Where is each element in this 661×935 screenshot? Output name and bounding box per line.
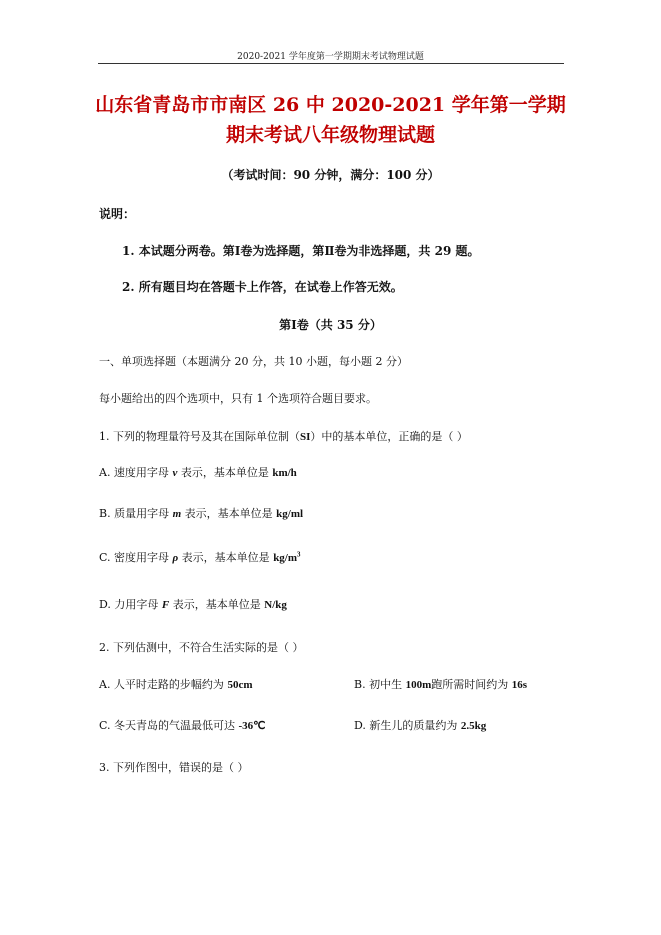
option-unit: N/kg xyxy=(264,599,287,611)
instruction-item: 1. 本试题分两卷。第Ⅰ卷为选择题，第Ⅱ卷为非选择题，共 29 题。 xyxy=(122,244,480,258)
running-header: 2020-2021 学年度第一学期期末考试物理试题 xyxy=(237,52,424,62)
option-unit-exponent: 3 xyxy=(297,550,301,559)
option-value: -36℃ xyxy=(238,720,266,732)
header-divider xyxy=(98,63,564,64)
q1-option-d xyxy=(99,596,287,612)
option-text: 表示，基本单位是 xyxy=(178,551,274,564)
title-line-1: 山东省青岛市市南区 26 中 2020-2021 学年第一学期 xyxy=(95,94,566,116)
instructions-heading: 说明： xyxy=(99,207,136,221)
option-text: C. 密度用字母 xyxy=(99,551,173,564)
q2-option-c xyxy=(99,717,266,733)
option-symbol: m xyxy=(172,508,182,520)
option-symbol: F xyxy=(161,599,170,611)
section-note: 每小题给出的四个选项中，只有 1 个选项符合题目要求。 xyxy=(99,392,377,405)
q2-option-d xyxy=(354,717,486,733)
option-unit: kg/m xyxy=(273,552,298,564)
option-symbol: v xyxy=(172,467,178,479)
option-symbol: ρ xyxy=(172,552,179,564)
option-text: D. 力用字母 xyxy=(99,598,162,611)
option-text: B. 质量用字母 xyxy=(99,507,173,520)
q1-stem-part: ）中的基本单位，正确的是（ ） xyxy=(310,430,468,443)
title-line-2: 期末考试八年级物理试题 xyxy=(225,124,435,146)
option-text: A. 速度用字母 xyxy=(99,466,173,479)
option-value: 2.5kg xyxy=(460,720,487,732)
option-value: 16s xyxy=(511,679,528,691)
question-3-stem: 3. 下列作图中，错误的是（ ） xyxy=(99,761,249,774)
option-value: 100m xyxy=(405,679,432,691)
q1-stem-part: 1. 下列的物理量符号及其在国际单位制（ xyxy=(99,430,300,443)
option-text: D. 新生儿的质量约为 xyxy=(354,719,461,732)
question-1-stem xyxy=(99,428,468,444)
q2-option-b xyxy=(354,676,527,692)
option-value: 50cm xyxy=(227,679,253,691)
option-text: 表示，基本单位是 xyxy=(177,466,273,479)
instruction-item: 2. 所有题目均在答题卡上作答，在试卷上作答无效。 xyxy=(122,280,403,294)
q1-option-c xyxy=(99,549,301,565)
option-unit: km/h xyxy=(272,467,297,479)
question-2-stem: 2. 下列估测中，不符合生活实际的是（ ） xyxy=(99,641,304,654)
part-title: 第Ⅰ卷（共 35 分） xyxy=(279,318,382,332)
option-text: 跑所需时间约为 xyxy=(431,678,512,691)
option-unit: kg/ml xyxy=(276,508,304,520)
option-text: 表示，基本单位是 xyxy=(181,507,277,520)
exam-info: （考试时间：90 分钟，满分：100 分） xyxy=(221,168,440,182)
si-abbrev: SI xyxy=(300,431,311,443)
section-heading: 一、单项选择题（本题满分 20 分，共 10 小题，每小题 2 分） xyxy=(99,355,408,368)
option-text: 表示，基本单位是 xyxy=(169,598,265,611)
q1-option-b xyxy=(99,505,303,521)
option-text: C. 冬天青岛的气温最低可达 xyxy=(99,719,239,732)
option-text: A. 人平时走路的步幅约为 xyxy=(99,678,228,691)
q2-option-a xyxy=(99,676,252,692)
q1-option-a xyxy=(99,464,297,480)
option-text: B. 初中生 xyxy=(354,678,406,691)
